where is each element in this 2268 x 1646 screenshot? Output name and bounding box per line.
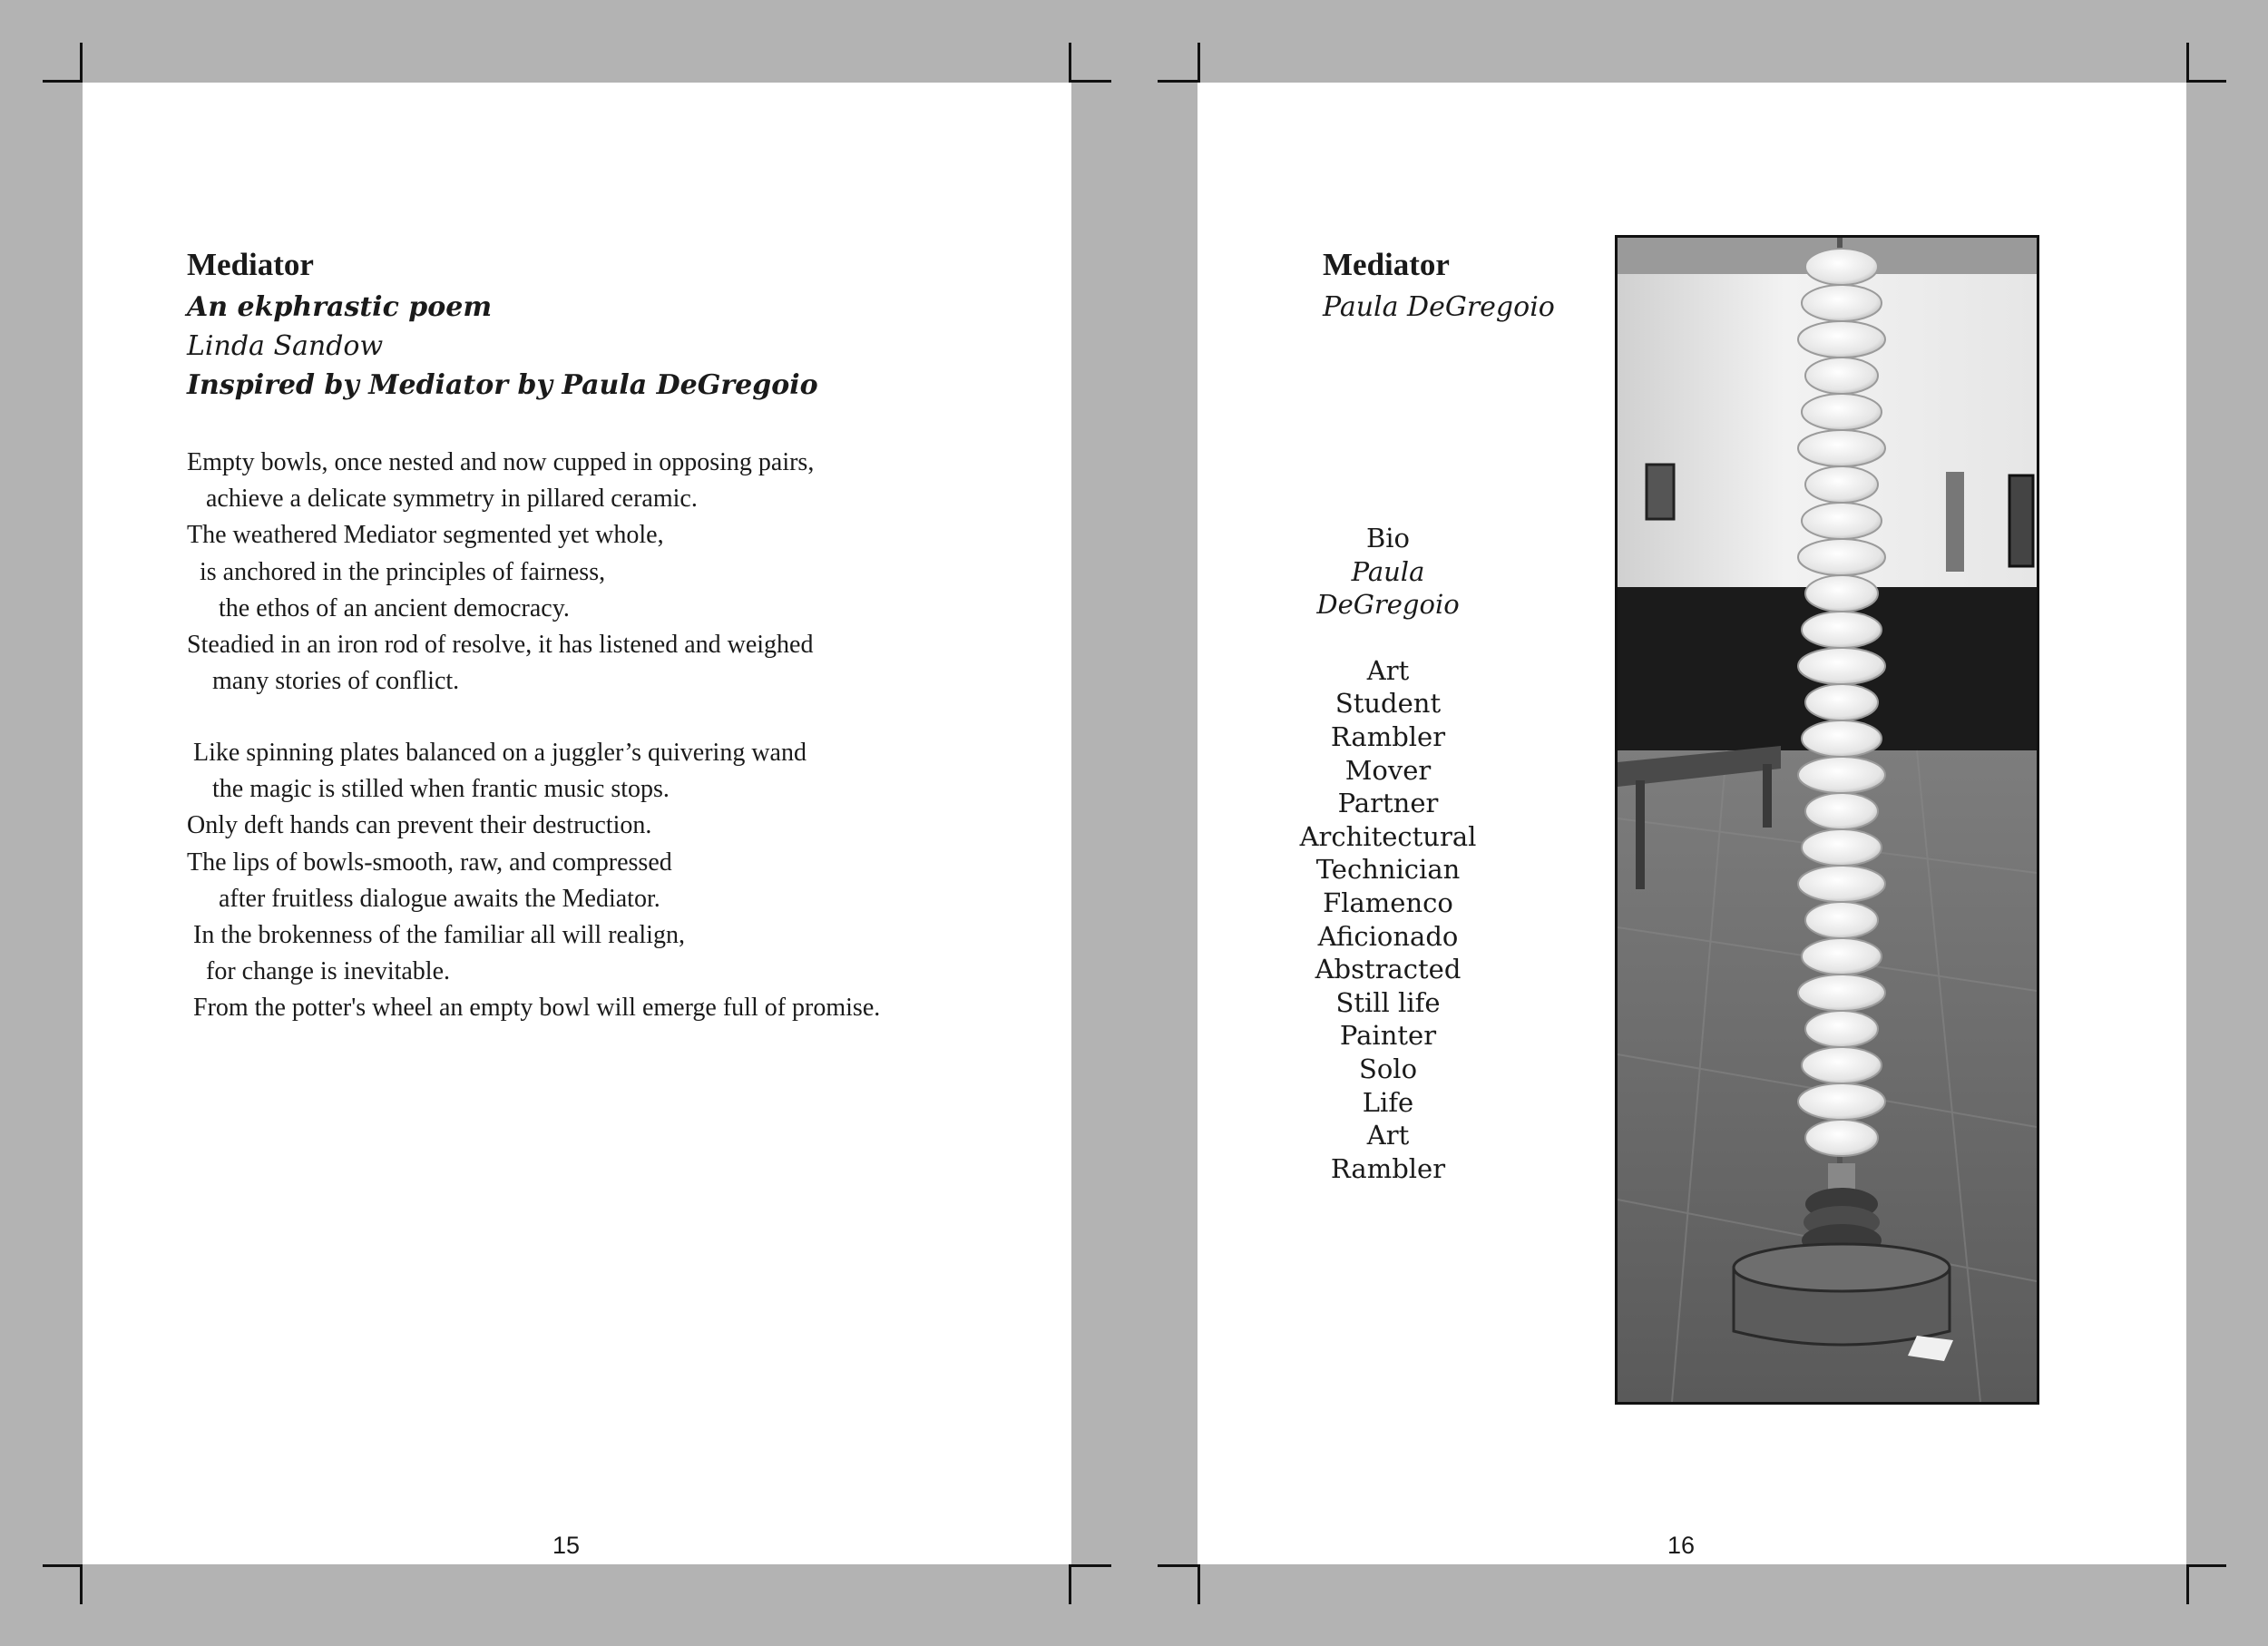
bio-word: Aficionado [1317,920,1459,952]
sculpture-bowl [1802,1047,1882,1083]
bio-word: Mover [1344,754,1432,786]
poem-stanza-2 [187,735,1058,1027]
poem-line: Only deft hands can prevent their destruction. [187,811,652,840]
bio-word: Art [1366,1120,1410,1151]
sculpture-bowl [1802,503,1882,539]
sculpture-bowl [1805,249,1878,285]
crop-mark [2186,43,2189,83]
artist-name: Paula DeGregoio [1323,291,1555,323]
crop-mark [80,43,83,83]
crop-mark [1069,1564,1071,1604]
crop-mark [1158,80,1198,83]
crop-mark [1198,1564,1200,1604]
poem-line: In the brokenness of the familiar all will realign, [187,921,685,950]
bio-word: Rambler [1330,720,1446,752]
poem-stanza-1 [187,445,1058,700]
poem-line: the magic is stilled when frantic music stops. [187,775,670,804]
poem-line: after fruitless dialogue awaits the Mediator. [187,884,660,913]
page-right [1198,83,2186,1564]
bio-word: Solo [1358,1053,1418,1084]
crop-mark [1071,1564,1111,1567]
sculpture-bowl [1805,466,1878,503]
poem-author: Linda Sandow [187,330,384,362]
crop-mark [1069,43,1071,83]
poem-subtitle: An ekphrastic poem [187,291,493,323]
sculpture-bowl [1798,321,1885,358]
bio-word: Rambler [1330,1152,1446,1184]
crop-mark [1158,1564,1198,1567]
sculpture-bowl [1798,975,1885,1011]
sculpture-bowl [1802,720,1882,757]
sculpture-bowl [1805,575,1878,612]
bio-name: Paula [1351,555,1425,587]
poem-line: Empty bowls, once nested and now cupped in opposing pairs, [187,448,815,476]
bio-word: Partner [1337,788,1439,819]
bio-word: Art [1366,654,1410,686]
bio-name: DeGregoio [1316,589,1460,621]
bio-word: Painter [1339,1020,1437,1052]
crop-mark [2186,80,2226,83]
crop-mark [2186,1564,2189,1604]
crop-mark [80,1564,83,1604]
sculpture-bowl [1802,394,1882,430]
sculpture-bowl [1798,539,1885,575]
poem-title: Mediator [187,247,314,282]
crop-mark [2186,1564,2226,1567]
crop-mark [1071,80,1111,83]
sculpture-bowl [1805,1011,1878,1047]
sculpture-bowl [1802,612,1882,648]
poem-line: is anchored in the principles of fairness, [187,557,606,586]
bio-word: Life [1362,1086,1414,1118]
poem-line: for change is inevitable. [187,957,451,986]
crop-mark [43,80,83,83]
sculpture-bowl [1802,285,1882,321]
artwork-title: Mediator [1323,247,1450,282]
bio-word: Abstracted [1315,954,1461,985]
bio-word: Flamenco [1323,887,1453,918]
sculpture-bowl [1798,430,1885,466]
bio-heading: Bio [1365,523,1411,554]
poem-line: achieve a delicate symmetry in pillared ceramic. [187,485,698,514]
page-number: 15 [552,1532,581,1559]
sculpture-bowl [1798,757,1885,793]
poem-line: Like spinning plates balanced on a juggler’s quivering wand [187,739,807,767]
poem-inspiration: Inspired by Mediator by Paula DeGregoio [187,369,818,401]
sculpture-bowl [1802,938,1882,975]
page-number: 16 [1667,1532,1696,1559]
sculpture-bowl [1805,1120,1878,1156]
bio-spacer [1288,622,1488,654]
sculpture-bowl [1805,793,1878,829]
poem-line: the ethos of an ancient democracy. [187,593,570,622]
sculpture-photo [1615,235,2039,1405]
bio-word: Student [1334,688,1442,720]
sculpture-bowl [1805,684,1878,720]
crop-mark [1198,43,1200,83]
sculpture-bowl [1802,829,1882,866]
sculpture-bowl [1798,866,1885,902]
sculpture-bowl [1805,902,1878,938]
page-left [83,83,1071,1564]
bio-word: Still life [1335,986,1441,1018]
bio-list [1288,522,1488,1185]
sculpture-bowl [1798,648,1885,684]
poem-line: The weathered Mediator segmented yet whole, [187,521,664,550]
poem-line: The lips of bowls-smooth, raw, and compressed [187,847,672,877]
bio-word: Technician [1315,854,1461,886]
sculpture-bowl [1798,1083,1885,1120]
crop-mark [43,1564,83,1567]
bio-word: Architectural [1299,820,1477,852]
sculpture-bowl [1805,358,1878,394]
poem-line: Steadied in an iron rod of resolve, it has listened and weighed [187,631,814,660]
poem-line: many stories of conflict. [187,667,460,696]
poem-line: From the potter's wheel an empty bowl will emerge full of promise. [187,994,881,1023]
